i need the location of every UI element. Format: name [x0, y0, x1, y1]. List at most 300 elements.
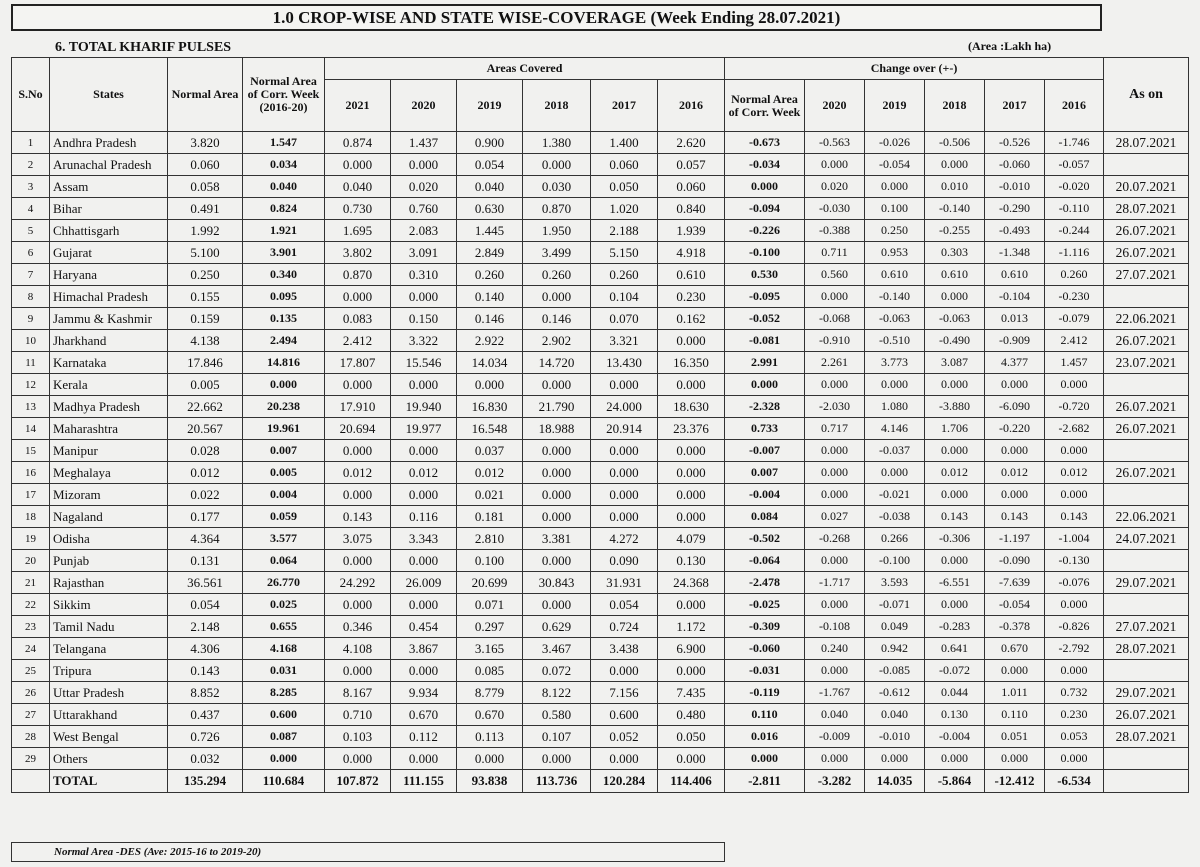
cell-area-2019: 8.779 — [457, 682, 523, 704]
cell-change-2018: 3.087 — [925, 352, 985, 374]
cell-area-2016: 0.060 — [658, 176, 725, 198]
cell-area-2017: 0.054 — [591, 594, 658, 616]
cell-area-2017: 0.000 — [591, 440, 658, 462]
cell-change-2019: -0.063 — [865, 308, 925, 330]
cell-change-2016: 0.000 — [1045, 660, 1104, 682]
total-cell: 135.294 — [168, 770, 243, 793]
cell-area-2020: 0.000 — [391, 660, 457, 682]
cell-area-2019: 0.085 — [457, 660, 523, 682]
table-row — [12, 594, 1189, 616]
cell-sno: 9 — [12, 308, 50, 330]
cell-change-2020: -0.108 — [805, 616, 865, 638]
cell-state: Bihar — [50, 198, 168, 220]
cell-change-2019: -0.054 — [865, 154, 925, 176]
cell-sno: 11 — [12, 352, 50, 374]
cell-area-2016: 4.918 — [658, 242, 725, 264]
cell-change-2019: -0.100 — [865, 550, 925, 572]
cell-change-2016: -0.720 — [1045, 396, 1104, 418]
cell-normal-area: 8.852 — [168, 682, 243, 704]
table-row — [12, 176, 1189, 198]
table-row — [12, 726, 1189, 748]
cell-change-2018: 0.143 — [925, 506, 985, 528]
header-change-year: 2019 — [865, 80, 925, 132]
cell-normal-area: 0.054 — [168, 594, 243, 616]
cell-change-2018: -0.063 — [925, 308, 985, 330]
cell-normal-area: 0.177 — [168, 506, 243, 528]
cell-change-2017: -0.909 — [985, 330, 1045, 352]
cell-area-2018: 0.000 — [523, 374, 591, 396]
cell-normal-area: 4.306 — [168, 638, 243, 660]
cell-area-2020: 0.454 — [391, 616, 457, 638]
cell-normal-corr: 19.961 — [243, 418, 325, 440]
cell-change-2017: -1.197 — [985, 528, 1045, 550]
cell-change-2019: 0.000 — [865, 462, 925, 484]
cell-area-2017: 0.090 — [591, 550, 658, 572]
cell-change-2017: -7.639 — [985, 572, 1045, 594]
cell-area-2017: 0.724 — [591, 616, 658, 638]
cell-change-2020: -0.009 — [805, 726, 865, 748]
cell-change-2018: 0.010 — [925, 176, 985, 198]
table-row — [12, 550, 1189, 572]
cell-change-2019: -0.510 — [865, 330, 925, 352]
cell-change-2019: -0.037 — [865, 440, 925, 462]
cell-normal-corr: 3.577 — [243, 528, 325, 550]
cell-change-2017: -0.220 — [985, 418, 1045, 440]
cell-as-on: 26.07.2021 — [1104, 220, 1189, 242]
cell-change-2018: -6.551 — [925, 572, 985, 594]
cell-state: Haryana — [50, 264, 168, 286]
cell-change-2020: 0.020 — [805, 176, 865, 198]
cell-change-2019: 1.080 — [865, 396, 925, 418]
total-cell: -6.534 — [1045, 770, 1104, 793]
cell-normal-corr: 0.007 — [243, 440, 325, 462]
cell-area-2017: 3.321 — [591, 330, 658, 352]
cell-area-2016: 7.435 — [658, 682, 725, 704]
cell-state: West Bengal — [50, 726, 168, 748]
cell-normal-area: 0.012 — [168, 462, 243, 484]
cell-normal-area: 0.155 — [168, 286, 243, 308]
table-row — [12, 682, 1189, 704]
cell-sno: 27 — [12, 704, 50, 726]
cell-area-2017: 0.052 — [591, 726, 658, 748]
cell-normal-corr: 0.005 — [243, 462, 325, 484]
cell-area-2017: 3.438 — [591, 638, 658, 660]
cell-area-2016: 0.000 — [658, 594, 725, 616]
cell-area-2020: 0.012 — [391, 462, 457, 484]
cell-change-normal-corr: -0.052 — [725, 308, 805, 330]
header-states: States — [50, 58, 168, 132]
cell-change-2016: -0.244 — [1045, 220, 1104, 242]
header-change-over: Change over (+-) — [725, 58, 1104, 80]
header-change-year: 2018 — [925, 80, 985, 132]
table-row — [12, 528, 1189, 550]
cell-change-2017: 0.000 — [985, 748, 1045, 770]
cell-area-2017: 0.000 — [591, 462, 658, 484]
cell-change-2017: 0.000 — [985, 440, 1045, 462]
cell-state: Kerala — [50, 374, 168, 396]
cell-change-2016: -2.682 — [1045, 418, 1104, 440]
cell-change-2018: -0.306 — [925, 528, 985, 550]
cell-area-2018: 0.000 — [523, 154, 591, 176]
cell-change-normal-corr: -0.100 — [725, 242, 805, 264]
cell-area-2020: 0.670 — [391, 704, 457, 726]
cell-area-2018: 3.381 — [523, 528, 591, 550]
cell-change-2020: 0.560 — [805, 264, 865, 286]
cell-as-on — [1104, 154, 1189, 176]
cell-change-normal-corr: -0.095 — [725, 286, 805, 308]
cell-area-2020: 1.437 — [391, 132, 457, 154]
cell-as-on: 29.07.2021 — [1104, 572, 1189, 594]
cell-change-2018: 0.000 — [925, 748, 985, 770]
table-row — [12, 286, 1189, 308]
cell-normal-corr: 0.004 — [243, 484, 325, 506]
cell-area-2019: 0.297 — [457, 616, 523, 638]
cell-change-2018: 0.130 — [925, 704, 985, 726]
header-as-on: As on — [1104, 58, 1189, 132]
cell-area-2019: 0.146 — [457, 308, 523, 330]
cell-change-2016: -0.020 — [1045, 176, 1104, 198]
cell-normal-area: 5.100 — [168, 242, 243, 264]
cell-normal-area: 0.032 — [168, 748, 243, 770]
unit-note: (Area :Lakh ha) — [968, 39, 1052, 53]
cell-change-2017: -6.090 — [985, 396, 1045, 418]
cell-as-on: 20.07.2021 — [1104, 176, 1189, 198]
cell-change-2019: -0.085 — [865, 660, 925, 682]
total-cell: -12.412 — [985, 770, 1045, 793]
cell-as-on — [1104, 374, 1189, 396]
cell-area-2019: 0.670 — [457, 704, 523, 726]
cell-change-2020: 0.000 — [805, 484, 865, 506]
cell-change-2018: -3.880 — [925, 396, 985, 418]
cell-normal-corr: 26.770 — [243, 572, 325, 594]
table-row — [12, 132, 1189, 154]
cell-area-2020: 19.977 — [391, 418, 457, 440]
table-row — [12, 440, 1189, 462]
total-cell: 14.035 — [865, 770, 925, 793]
cell-area-2018: 0.000 — [523, 550, 591, 572]
cell-change-2017: -1.348 — [985, 242, 1045, 264]
cell-change-2020: 2.261 — [805, 352, 865, 374]
cell-area-2017: 0.070 — [591, 308, 658, 330]
cell-area-2018: 21.790 — [523, 396, 591, 418]
cell-change-2019: -0.010 — [865, 726, 925, 748]
cell-change-2020: -0.388 — [805, 220, 865, 242]
cell-change-2019: -0.021 — [865, 484, 925, 506]
cell-change-2020: 0.000 — [805, 660, 865, 682]
cell-change-2020: 0.000 — [805, 550, 865, 572]
cell-area-2019: 0.000 — [457, 374, 523, 396]
cell-area-2019: 0.040 — [457, 176, 523, 198]
cell-as-on: 27.07.2021 — [1104, 264, 1189, 286]
cell-change-2017: -0.060 — [985, 154, 1045, 176]
cell-state: Tamil Nadu — [50, 616, 168, 638]
cell-change-2018: 0.303 — [925, 242, 985, 264]
cell-sno: 26 — [12, 682, 50, 704]
cell-area-2017: 31.931 — [591, 572, 658, 594]
cell-change-normal-corr: -0.094 — [725, 198, 805, 220]
cell-normal-area: 36.561 — [168, 572, 243, 594]
cell-change-2020: 0.000 — [805, 286, 865, 308]
cell-sno: 23 — [12, 616, 50, 638]
cell-area-2019: 0.181 — [457, 506, 523, 528]
cell-state: Manipur — [50, 440, 168, 462]
cell-normal-corr: 20.238 — [243, 396, 325, 418]
cell-as-on — [1104, 550, 1189, 572]
cell-state: Others — [50, 748, 168, 770]
cell-area-2019: 2.922 — [457, 330, 523, 352]
table-row — [12, 220, 1189, 242]
header-sno: S.No — [12, 58, 50, 132]
cell-change-2016: 1.457 — [1045, 352, 1104, 374]
cell-area-2017: 5.150 — [591, 242, 658, 264]
cell-area-2016: 16.350 — [658, 352, 725, 374]
total-cell: 110.684 — [243, 770, 325, 793]
cell-change-normal-corr: 0.084 — [725, 506, 805, 528]
cell-change-2020: 0.000 — [805, 374, 865, 396]
header-change-year: 2020 — [805, 80, 865, 132]
cell-change-2016: -0.230 — [1045, 286, 1104, 308]
cell-change-2017: 0.670 — [985, 638, 1045, 660]
cell-area-2019: 0.054 — [457, 154, 523, 176]
cell-area-2020: 0.000 — [391, 374, 457, 396]
cell-change-2016: -0.079 — [1045, 308, 1104, 330]
cell-change-2018: -0.506 — [925, 132, 985, 154]
cell-change-2019: 0.100 — [865, 198, 925, 220]
cell-change-2020: 0.717 — [805, 418, 865, 440]
report-title: 1.0 CROP-WISE AND STATE WISE-COVERAGE (Week Ending 28.07.2021) — [11, 4, 1102, 31]
header-area-year: 2016 — [658, 80, 725, 132]
cell-as-on: 26.07.2021 — [1104, 462, 1189, 484]
cell-change-2017: 0.012 — [985, 462, 1045, 484]
cell-area-2017: 7.156 — [591, 682, 658, 704]
cell-change-2019: 0.049 — [865, 616, 925, 638]
cell-normal-area: 0.491 — [168, 198, 243, 220]
total-cell: 114.406 — [658, 770, 725, 793]
cell-change-2018: -0.255 — [925, 220, 985, 242]
cell-area-2018: 0.870 — [523, 198, 591, 220]
cell-area-2016: 0.000 — [658, 506, 725, 528]
cell-area-2019: 20.699 — [457, 572, 523, 594]
cell-area-2021: 0.103 — [325, 726, 391, 748]
cell-area-2018: 3.467 — [523, 638, 591, 660]
total-cell: -2.811 — [725, 770, 805, 793]
cell-area-2017: 0.260 — [591, 264, 658, 286]
cell-change-2016: 0.000 — [1045, 484, 1104, 506]
cell-sno: 1 — [12, 132, 50, 154]
header-change-year: 2016 — [1045, 80, 1104, 132]
cell-normal-area: 0.437 — [168, 704, 243, 726]
table-row — [12, 396, 1189, 418]
table-row — [12, 352, 1189, 374]
cell-area-2018: 0.000 — [523, 462, 591, 484]
cell-normal-corr: 0.000 — [243, 374, 325, 396]
cell-state: Assam — [50, 176, 168, 198]
cell-area-2021: 3.802 — [325, 242, 391, 264]
cell-normal-area: 0.250 — [168, 264, 243, 286]
cell-normal-area: 3.820 — [168, 132, 243, 154]
cell-change-2020: 0.027 — [805, 506, 865, 528]
cell-area-2018: 0.030 — [523, 176, 591, 198]
cell-as-on: 29.07.2021 — [1104, 682, 1189, 704]
cell-area-2021: 0.000 — [325, 748, 391, 770]
cell-as-on: 28.07.2021 — [1104, 638, 1189, 660]
cell-area-2019: 0.113 — [457, 726, 523, 748]
cell-as-on: 22.06.2021 — [1104, 506, 1189, 528]
cell-area-2016: 0.000 — [658, 462, 725, 484]
cell-area-2019: 2.810 — [457, 528, 523, 550]
cell-sno: 8 — [12, 286, 50, 308]
total-cell: 107.872 — [325, 770, 391, 793]
cell-area-2017: 4.272 — [591, 528, 658, 550]
cell-change-2018: 0.012 — [925, 462, 985, 484]
cell-area-2021: 0.346 — [325, 616, 391, 638]
cell-sno: 14 — [12, 418, 50, 440]
cell-change-normal-corr: -0.081 — [725, 330, 805, 352]
cell-change-2019: 0.000 — [865, 374, 925, 396]
cell-sno: 15 — [12, 440, 50, 462]
cell-area-2018: 2.902 — [523, 330, 591, 352]
cell-as-on: 24.07.2021 — [1104, 528, 1189, 550]
cell-change-2019: -0.071 — [865, 594, 925, 616]
cell-area-2019: 0.012 — [457, 462, 523, 484]
cell-area-2019: 2.849 — [457, 242, 523, 264]
cell-change-2018: 0.641 — [925, 638, 985, 660]
cell-normal-area: 22.662 — [168, 396, 243, 418]
cell-area-2016: 2.620 — [658, 132, 725, 154]
cell-change-2020: 0.711 — [805, 242, 865, 264]
cell-area-2019: 0.037 — [457, 440, 523, 462]
cell-area-2021: 0.000 — [325, 660, 391, 682]
cell-as-on: 28.07.2021 — [1104, 198, 1189, 220]
cell-state: Nagaland — [50, 506, 168, 528]
cell-sno: 28 — [12, 726, 50, 748]
cell-area-2021: 0.000 — [325, 154, 391, 176]
cell-change-2017: -0.054 — [985, 594, 1045, 616]
total-cell: 113.736 — [523, 770, 591, 793]
cell-as-on — [1104, 660, 1189, 682]
cell-normal-area: 17.846 — [168, 352, 243, 374]
cell-change-2020: -1.717 — [805, 572, 865, 594]
table-row — [12, 616, 1189, 638]
cell-state: Jammu & Kashmir — [50, 308, 168, 330]
cell-normal-corr: 0.655 — [243, 616, 325, 638]
cell-area-2017: 13.430 — [591, 352, 658, 374]
cell-area-2020: 0.310 — [391, 264, 457, 286]
cell-change-2018: -0.004 — [925, 726, 985, 748]
cell-change-2016: -0.110 — [1045, 198, 1104, 220]
cell-area-2021: 0.040 — [325, 176, 391, 198]
cell-sno: 6 — [12, 242, 50, 264]
cell-change-2016: 0.000 — [1045, 374, 1104, 396]
cell-sno: 12 — [12, 374, 50, 396]
cell-area-2020: 0.000 — [391, 440, 457, 462]
cell-normal-corr: 0.025 — [243, 594, 325, 616]
cell-area-2021: 17.807 — [325, 352, 391, 374]
cell-normal-area: 20.567 — [168, 418, 243, 440]
cell-area-2020: 0.000 — [391, 594, 457, 616]
table-row — [12, 154, 1189, 176]
cell-change-2016: 0.000 — [1045, 440, 1104, 462]
total-cell: 93.838 — [457, 770, 523, 793]
cell-sno: 19 — [12, 528, 50, 550]
cell-change-2016: 0.053 — [1045, 726, 1104, 748]
cell-normal-corr: 0.040 — [243, 176, 325, 198]
cell-change-normal-corr: 0.733 — [725, 418, 805, 440]
cell-area-2020: 15.546 — [391, 352, 457, 374]
cell-sno: 2 — [12, 154, 50, 176]
cell-change-2019: -0.038 — [865, 506, 925, 528]
cell-area-2016: 0.840 — [658, 198, 725, 220]
cell-as-on: 28.07.2021 — [1104, 726, 1189, 748]
cell-area-2019: 0.071 — [457, 594, 523, 616]
cell-change-normal-corr: -0.673 — [725, 132, 805, 154]
header-areas-covered: Areas Covered — [325, 58, 725, 80]
table-body — [12, 132, 1189, 793]
cell-area-2017: 0.000 — [591, 660, 658, 682]
cell-state: Maharashtra — [50, 418, 168, 440]
cell-area-2019: 0.630 — [457, 198, 523, 220]
cell-state: Madhya Pradesh — [50, 396, 168, 418]
cell-area-2018: 0.629 — [523, 616, 591, 638]
cell-change-normal-corr: 0.110 — [725, 704, 805, 726]
cell-area-2019: 0.140 — [457, 286, 523, 308]
cell-change-2016: 0.732 — [1045, 682, 1104, 704]
cell-area-2021: 0.710 — [325, 704, 391, 726]
cell-change-2016: 0.230 — [1045, 704, 1104, 726]
cell-area-2021: 24.292 — [325, 572, 391, 594]
cell-normal-corr: 0.135 — [243, 308, 325, 330]
cell-area-2016: 0.610 — [658, 264, 725, 286]
table-row — [12, 330, 1189, 352]
cell-normal-area: 0.159 — [168, 308, 243, 330]
header-normal-corr-week: Normal Area of Corr. Week (2016-20) — [243, 58, 325, 132]
cell-change-2020: 0.000 — [805, 154, 865, 176]
cell-area-2018: 0.000 — [523, 748, 591, 770]
cell-normal-corr: 4.168 — [243, 638, 325, 660]
header-change-year: 2017 — [985, 80, 1045, 132]
total-label: TOTAL — [50, 770, 168, 793]
cell-change-normal-corr: -0.064 — [725, 550, 805, 572]
cell-area-2021: 0.000 — [325, 440, 391, 462]
cell-change-2017: 1.011 — [985, 682, 1045, 704]
cell-state: Tripura — [50, 660, 168, 682]
header-area-year: 2020 — [391, 80, 457, 132]
cell-as-on: 26.07.2021 — [1104, 418, 1189, 440]
cell-change-2019: 3.593 — [865, 572, 925, 594]
cell-change-2017: -0.090 — [985, 550, 1045, 572]
total-row — [12, 770, 1189, 793]
cell-as-on: 22.06.2021 — [1104, 308, 1189, 330]
cell-change-2019: 0.250 — [865, 220, 925, 242]
cell-area-2021: 0.012 — [325, 462, 391, 484]
cell-area-2020: 0.760 — [391, 198, 457, 220]
cell-change-2020: 0.000 — [805, 594, 865, 616]
cell-sno: 13 — [12, 396, 50, 418]
cell-normal-area: 0.060 — [168, 154, 243, 176]
cell-change-2016: 0.143 — [1045, 506, 1104, 528]
cell-normal-corr: 1.921 — [243, 220, 325, 242]
cell-area-2018: 0.146 — [523, 308, 591, 330]
cell-area-2020: 3.343 — [391, 528, 457, 550]
cell-change-normal-corr: 0.000 — [725, 374, 805, 396]
cell-area-2017: 0.000 — [591, 484, 658, 506]
cell-as-on — [1104, 484, 1189, 506]
cell-change-2016: -1.746 — [1045, 132, 1104, 154]
cell-state: Himachal Pradesh — [50, 286, 168, 308]
cell-area-2017: 0.600 — [591, 704, 658, 726]
cell-area-2021: 0.083 — [325, 308, 391, 330]
cell-area-2020: 0.000 — [391, 484, 457, 506]
